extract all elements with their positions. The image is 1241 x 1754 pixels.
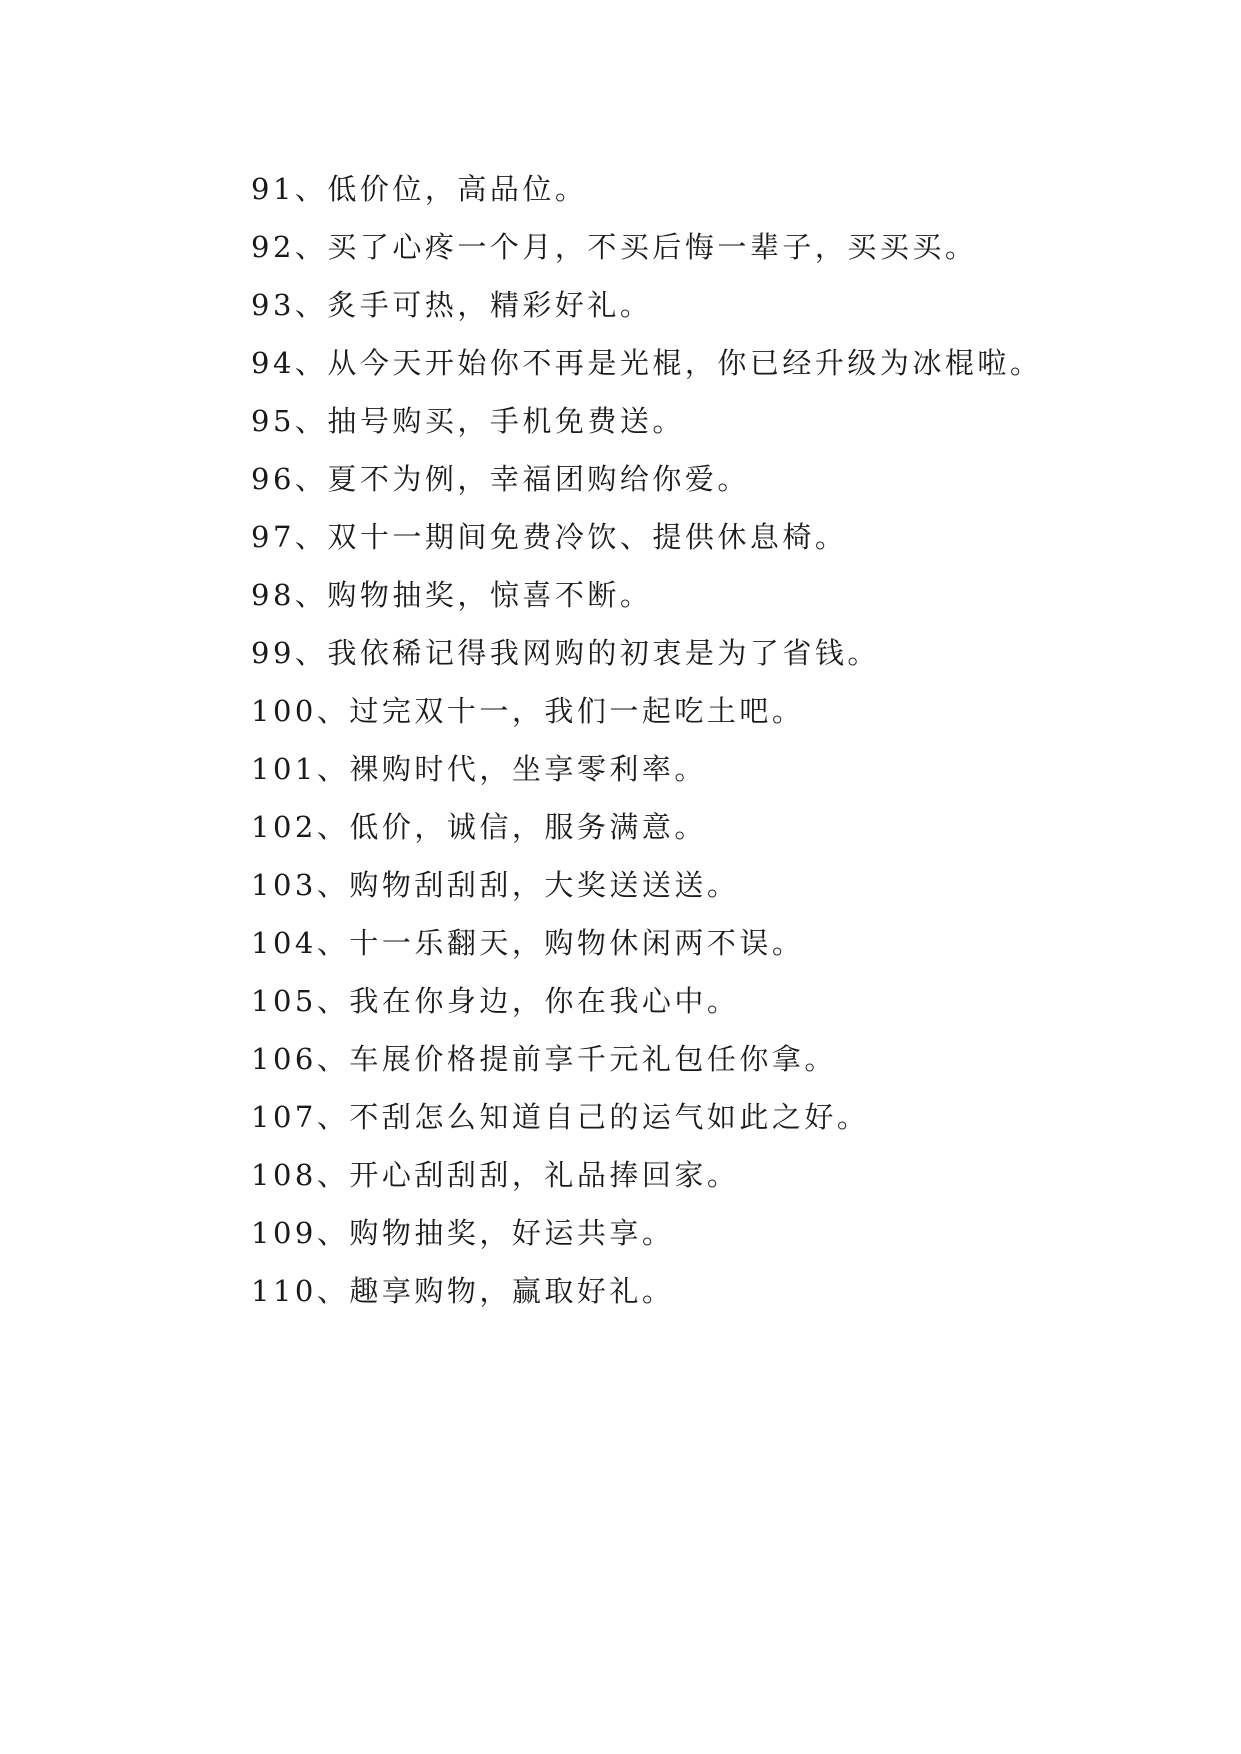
list-item: 105、我在你身边，你在我心中。 [251,984,740,1018]
list-item: 99、我依稀记得我网购的初衷是为了省钱。 [251,636,880,670]
list-item: 96、夏不为例，幸福团购给你爱。 [251,462,750,496]
list-item: 106、车展价格提前享千元礼包任你拿。 [251,1042,837,1076]
list-item: 103、购物刮刮刮，大奖送送送。 [251,868,740,902]
list-item: 92、买了心疼一个月，不买后悔一辈子，买买买。 [251,230,978,264]
list-item: 91、低价位，高品位。 [251,172,588,206]
list-item: 101、裸购时代，坐享零利率。 [251,752,707,786]
list-item: 109、购物抽奖，好运共享。 [251,1216,675,1250]
list-item: 97、双十一期间免费冷饮、提供休息椅。 [251,520,848,554]
slogan-list [251,160,1042,1320]
list-item: 93、炙手可热，精彩好礼。 [251,288,653,322]
list-item: 95、抽号购买，手机免费送。 [251,404,685,438]
list-item: 100、过完双十一，我们一起吃土吧。 [251,694,805,728]
list-item: 107、不刮怎么知道自己的运气如此之好。 [251,1100,870,1134]
list-item: 102、低价，诚信，服务满意。 [251,810,707,844]
list-item: 110、趣享购物，赢取好礼。 [251,1274,675,1308]
list-item: 94、从今天开始你不再是光棍，你已经升级为冰棍啦。 [251,346,1043,380]
list-item: 108、开心刮刮刮，礼品捧回家。 [251,1158,740,1192]
list-item: 104、十一乐翻天，购物休闲两不误。 [251,926,805,960]
list-item: 98、购物抽奖，惊喜不断。 [251,578,653,612]
